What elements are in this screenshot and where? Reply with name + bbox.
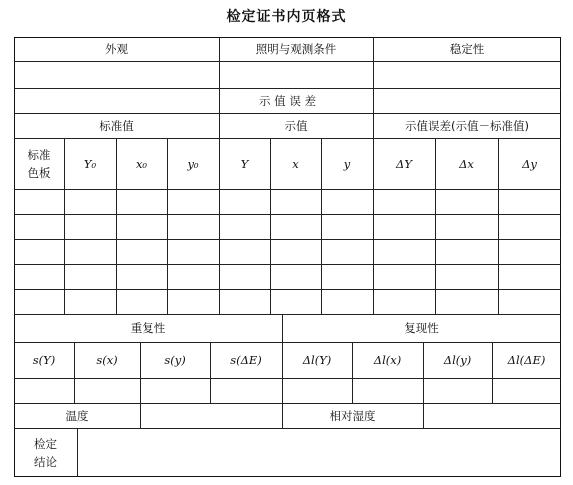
col-delta-y: Δy: [522, 156, 537, 171]
group-standard: 标准值: [99, 118, 134, 133]
col-line: [77, 428, 78, 477]
certificate-table: [14, 37, 561, 477]
col-s-Y: s(Y): [32, 353, 56, 367]
col-standard-plate-line1: 标准: [27, 147, 51, 162]
section-repeatability: 重复性: [130, 321, 166, 335]
group-error: 示值误差(示值－标准值): [405, 118, 529, 133]
label-conclusion-line1: 检定: [34, 436, 57, 451]
group-indication: 示值: [284, 118, 308, 133]
header-appearance: 外观: [105, 42, 128, 56]
row-line: [14, 214, 561, 215]
col-dl-dE: Δl(ΔE): [507, 353, 546, 367]
label-conclusion-line2: 结论: [34, 454, 57, 469]
row-line: [14, 61, 561, 62]
col-delta-Y: ΔY: [396, 156, 412, 171]
label-temperature: 温度: [65, 408, 89, 423]
col-line: [140, 403, 141, 428]
col-dl-y: Δl(y): [443, 353, 472, 367]
row-line: [14, 189, 561, 190]
row-line: [14, 428, 561, 429]
col-x0: x₀: [135, 156, 148, 171]
col-x: x: [292, 156, 299, 171]
row-line: [14, 378, 561, 379]
col-Y: Y: [240, 156, 249, 171]
col-Y0: Y₀: [83, 156, 97, 171]
section-indication-error: 示 值 误 差: [259, 93, 316, 108]
section-reproducibility: 复现性: [404, 321, 439, 335]
page-title: 检定证书内页格式: [226, 9, 347, 25]
col-y: y: [343, 156, 351, 171]
row-line: [14, 239, 561, 240]
row-line: [14, 289, 561, 290]
col-s-dE: s(ΔE): [230, 353, 262, 367]
col-standard-plate: [14, 138, 64, 189]
col-standard-plate-line2: 色板: [27, 165, 51, 180]
col-dl-x: Δl(x): [373, 353, 402, 367]
col-delta-x: Δx: [459, 156, 474, 171]
col-s-y: s(y): [164, 353, 186, 367]
label-humidity: 相对湿度: [329, 408, 376, 423]
row-line: [14, 264, 561, 265]
label-conclusion: [14, 428, 77, 477]
col-line: [423, 403, 424, 428]
col-dl-Y: Δl(Y): [302, 353, 332, 367]
col-y0: y₀: [187, 156, 199, 171]
header-conditions: 照明与观测条件: [255, 42, 337, 56]
header-stability: 稳定性: [449, 42, 485, 56]
col-s-x: s(x): [96, 353, 118, 367]
